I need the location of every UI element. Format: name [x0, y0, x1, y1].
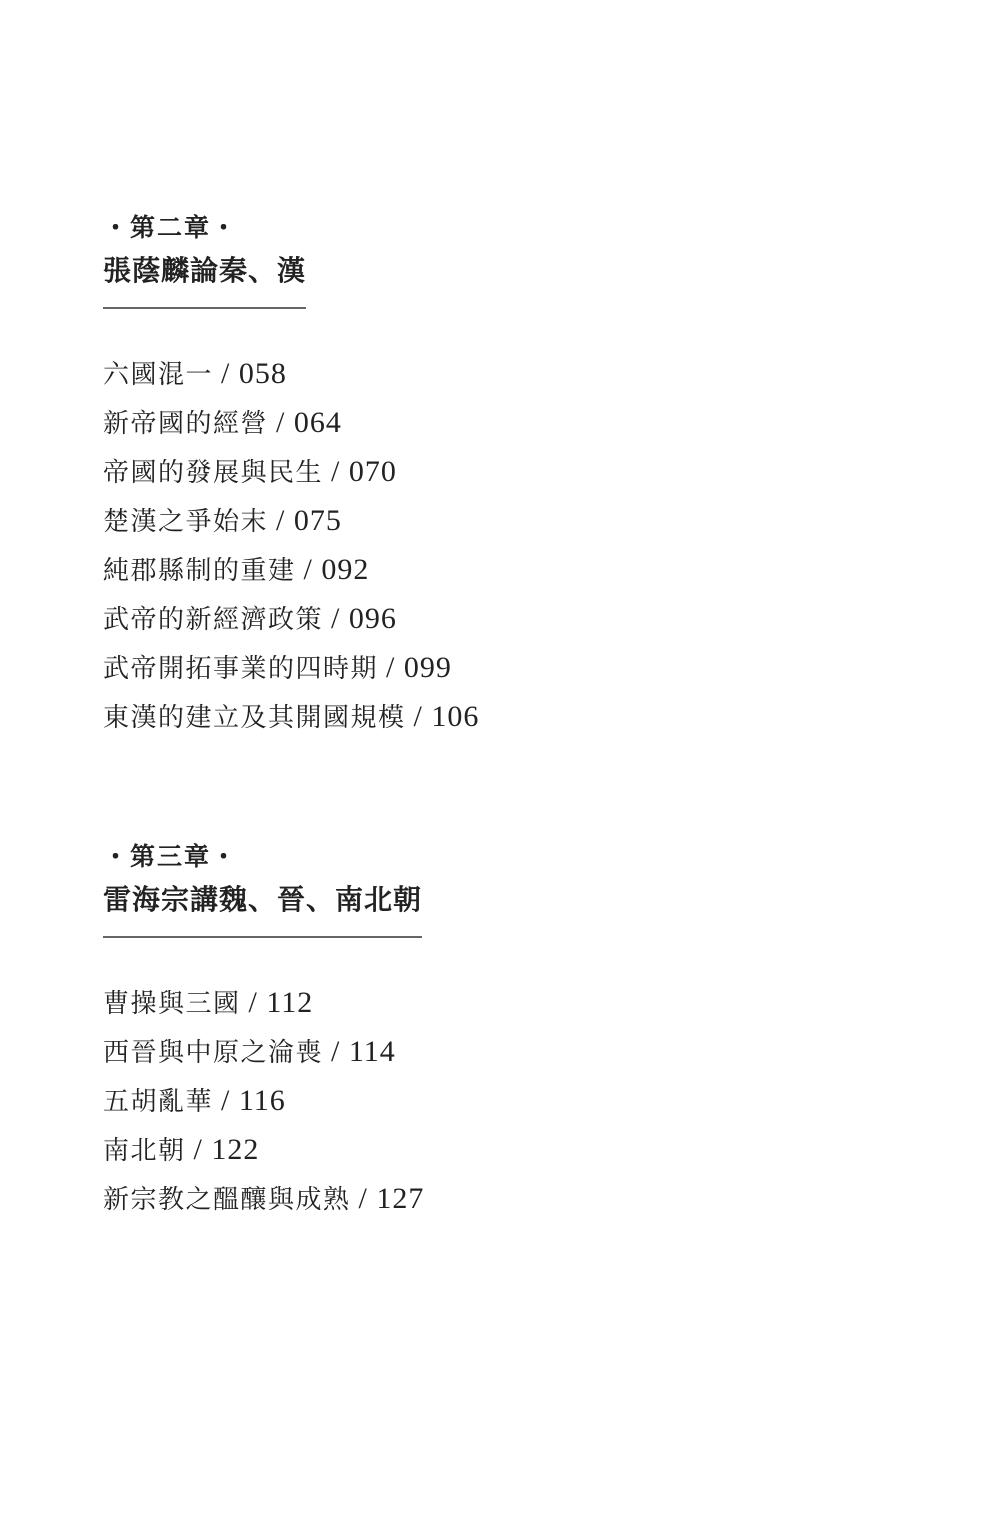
toc-entry: [103, 692, 1000, 741]
toc-entry-title: 五胡亂華: [103, 1087, 214, 1116]
toc-entry-page-number: / 075: [276, 504, 342, 537]
toc-entry-page-number: / 096: [331, 602, 397, 635]
toc-entry: [103, 594, 1000, 643]
chapter-number-label: ・第二章・: [103, 215, 239, 242]
toc-entry: [103, 1174, 1000, 1223]
chapter-number-label: ・第三章・: [103, 844, 239, 871]
toc-entry-title: 武帝開拓事業的四時期: [103, 654, 379, 683]
toc-entry-title: 新宗教之醞釀與成熟: [103, 1185, 351, 1214]
toc-entry-page-number: / 070: [331, 455, 397, 488]
chapter-title: 張蔭麟論秦、漢: [103, 256, 307, 287]
chapter-heading: [103, 216, 306, 309]
chapter-block-2: [103, 0, 1000, 741]
toc-entry-title: 帝國的發展與民生: [103, 458, 324, 487]
heading-rule: [103, 307, 306, 309]
chapter-block-3: [103, 845, 1000, 1223]
toc-entry-title: 曹操與三國: [103, 989, 241, 1018]
toc-entry: [103, 1125, 1000, 1174]
toc-entry-title: 西晉與中原之淪喪: [103, 1038, 324, 1067]
toc-entry: [103, 978, 1000, 1027]
heading-rule: [103, 936, 422, 938]
toc-entry: [103, 1027, 1000, 1076]
toc-entry-title: 新帝國的經營: [103, 409, 269, 438]
section-list: [103, 978, 1000, 1223]
chapter-title: 雷海宗講魏、晉、南北朝: [103, 885, 423, 916]
toc-entry-page-number: / 099: [386, 651, 452, 684]
chapter-heading: [103, 845, 422, 938]
toc-entry: [103, 545, 1000, 594]
section-list: [103, 349, 1000, 741]
toc-entry-page-number: / 114: [331, 1035, 396, 1068]
toc-entry: [103, 398, 1000, 447]
toc-entry-page-number: / 092: [303, 553, 370, 586]
toc-entry: [103, 447, 1000, 496]
toc-entry-page-number: / 058: [221, 357, 287, 390]
toc-entry: [103, 496, 1000, 545]
toc-entry-page-number: / 116: [221, 1084, 286, 1117]
toc-entry: [103, 643, 1000, 692]
toc-entry-title: 楚漢之爭始末: [103, 507, 269, 536]
toc-entry-page-number: / 112: [248, 986, 314, 1019]
toc-entry-page-number: / 127: [358, 1182, 425, 1215]
toc-entry-page-number: / 122: [193, 1133, 260, 1166]
toc-entry-title: 六國混一: [103, 360, 214, 389]
toc-entry-title: 武帝的新經濟政策: [103, 605, 324, 634]
toc-entry-title: 純郡縣制的重建: [103, 556, 296, 585]
toc-entry: [103, 349, 1000, 398]
toc-entry-page-number: / 064: [276, 406, 342, 439]
toc-entry: [103, 1076, 1000, 1125]
toc-entry-page-number: / 106: [413, 700, 480, 733]
toc-entry-title: 東漢的建立及其開國規模: [103, 703, 406, 732]
toc-entry-title: 南北朝: [103, 1136, 186, 1165]
